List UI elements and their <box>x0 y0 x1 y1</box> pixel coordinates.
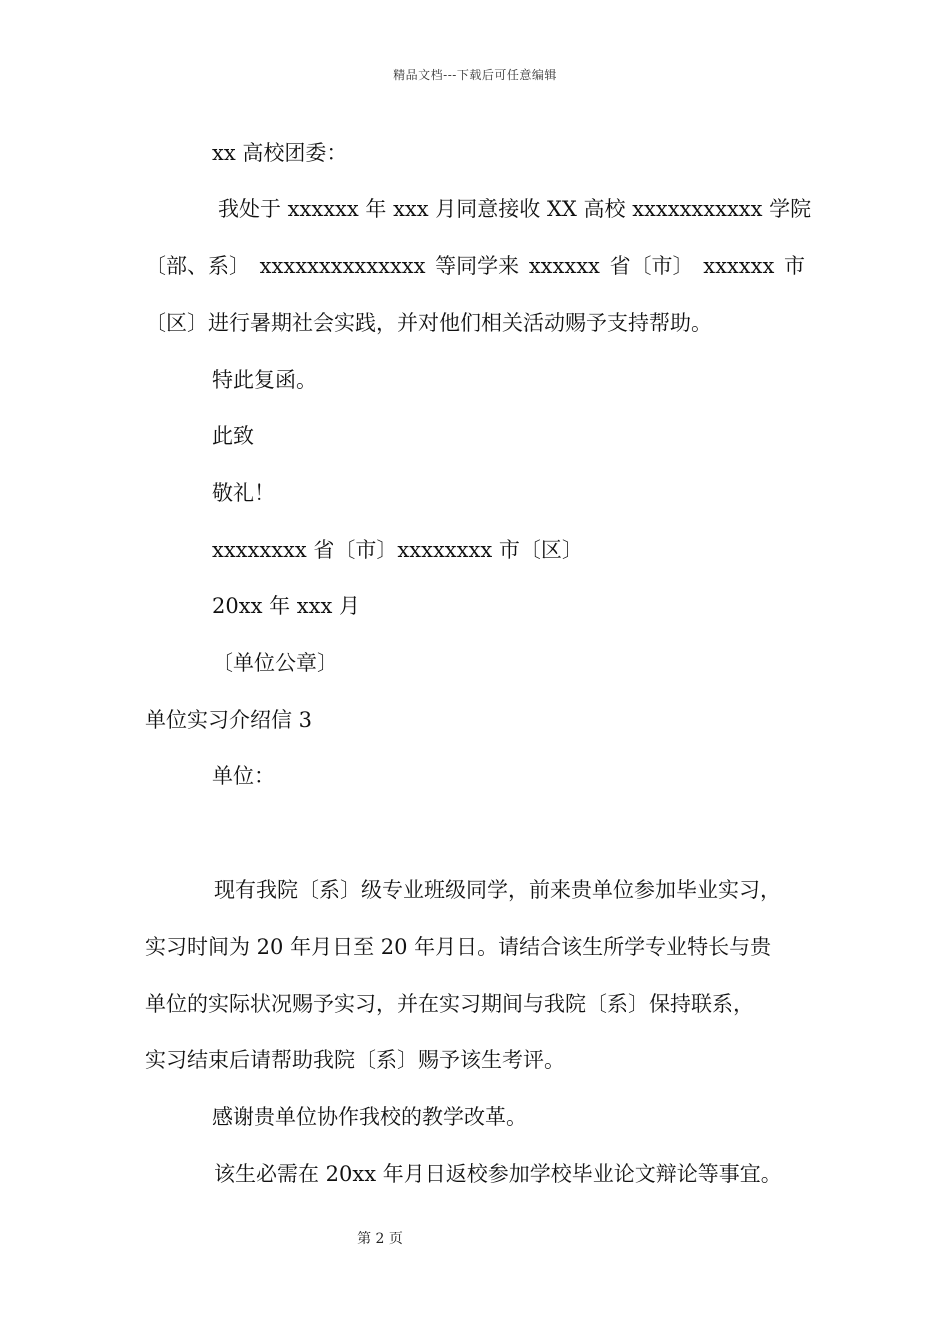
salutation-respect: 敬礼！ <box>212 481 275 505</box>
para1-line1: 我处于 xxxxxx 年 xxx 月同意接收 XX 高校 xxxxxxxxxxx 学院 <box>218 197 812 221</box>
seal-note: 〔单位公章〕 <box>212 651 338 675</box>
page-header: 精品文档---下载后可任意编辑 <box>393 68 557 82</box>
para1-line2-part: xxxxxx <box>703 254 775 278</box>
letter-date: 20xx 年 xxx 月 <box>212 594 360 618</box>
para1-line2-part: xxxxxxxxxxxxxx <box>259 254 426 278</box>
salutation-line: 此致 <box>212 424 254 448</box>
para1-line2-part: 省〔市〕 <box>609 254 694 278</box>
para1-line2-part: 市 <box>783 254 805 278</box>
para1-line2-part: xxxxxx <box>528 254 600 278</box>
addressee-unit: 单位： <box>212 764 275 788</box>
addressee: xx 高校团委： <box>212 141 348 165</box>
closing-text: 特此复函。 <box>212 368 317 392</box>
para1-line3: 〔区〕进行暑期社会实践，并对他们相关活动赐予支持帮助。 <box>145 311 712 335</box>
para2-line3: 单位的实际状况赐予实习，并在实习期间与我院〔系〕保持联系， <box>145 992 754 1016</box>
para2-line4: 实习结束后请帮助我院〔系〕赐予该生考评。 <box>145 1048 565 1072</box>
para1-line2-part: 等同学来 <box>435 254 520 278</box>
para1-line2 <box>145 252 805 280</box>
sender-location: xxxxxxxx 省〔市〕xxxxxxxx 市〔区〕 <box>212 538 583 562</box>
para2-line2: 实习时间为 20 年月日至 20 年月日。请结合该生所学专业特长与贵 <box>145 935 772 959</box>
para3: 感谢贵单位协作我校的教学改革。 <box>212 1105 527 1129</box>
para2-line1: 现有我院〔系〕级专业班级同学，前来贵单位参加毕业实习， <box>214 878 781 902</box>
para1-line2-part: 〔部、系〕 <box>145 254 250 278</box>
section-title: 单位实习介绍信 3 <box>145 708 313 732</box>
page-number: 第 2 页 <box>357 1231 403 1247</box>
para4: 该生必需在 20xx 年月日返校参加学校毕业论文辩论等事宜。 <box>214 1162 782 1186</box>
